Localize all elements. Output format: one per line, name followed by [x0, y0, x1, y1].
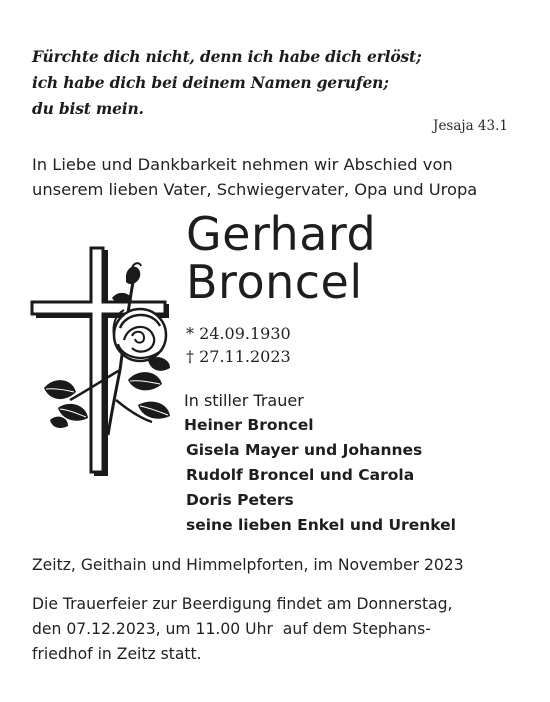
intro-line-1: In Liebe und Dankbarkeit nehmen wir Abschied von: [32, 155, 453, 174]
life-dates: [186, 322, 291, 368]
intro-line-2: unserem lieben Vater, Schwiegervater, Opa und Uropa: [32, 180, 478, 199]
funeral-line-1: Die Trauerfeier zur Beerdigung findet am Donnerstag,: [32, 595, 453, 613]
birth-date: * 24.09.1930: [186, 324, 291, 343]
verse-line-2: ich habe dich bei deinem Namen gerufen;: [32, 73, 389, 92]
place-and-date: Zeitz, Geithain und Himmelpforten, im November 2023: [32, 556, 464, 574]
farewell-intro: [32, 152, 532, 202]
mourner-name: Heiner Broncel: [184, 416, 314, 434]
deceased-first-name: Gerhard: [186, 207, 377, 261]
cross-with-rose-icon: [28, 240, 178, 485]
funeral-line-3: friedhof in Zeitz statt.: [32, 645, 202, 663]
mourner-name: Rudolf Broncel und Carola: [186, 466, 415, 484]
bible-verse: [32, 44, 532, 122]
mourner-name: Doris Peters: [186, 491, 294, 509]
verse-line-1: Fürchte dich nicht, denn ich habe dich erlöst;: [32, 47, 422, 66]
verse-line-3: du bist mein.: [32, 99, 144, 118]
verse-reference: Jesaja 43.1: [433, 118, 508, 134]
funeral-line-2: den 07.12.2023, um 11.00 Uhr auf dem Stephans-: [32, 620, 431, 638]
mourners-list: [184, 388, 456, 538]
mourner-name: seine lieben Enkel und Urenkel: [186, 516, 456, 534]
deceased-name: [186, 207, 377, 309]
mourner-name: Gisela Mayer und Johannes: [186, 441, 423, 459]
deceased-last-name: Broncel: [186, 255, 363, 309]
death-date: † 27.11.2023: [186, 347, 291, 366]
funeral-details: [32, 592, 532, 667]
mourners-lead: In stiller Trauer: [184, 391, 304, 410]
